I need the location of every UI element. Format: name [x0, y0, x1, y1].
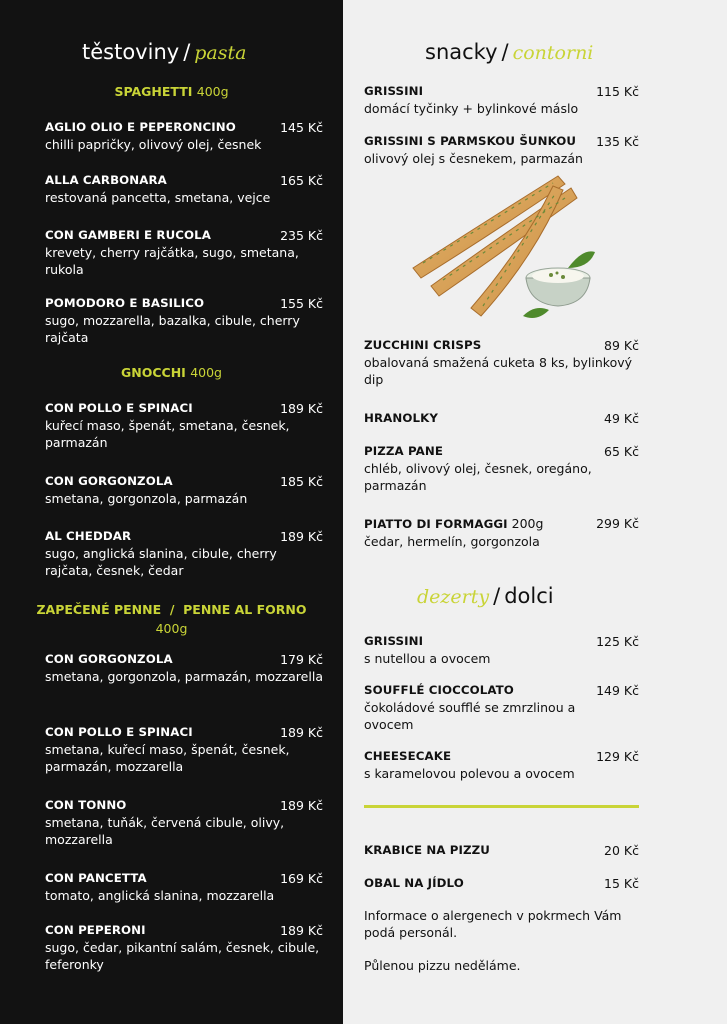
menu-item	[364, 748, 639, 782]
section-name: GNOCCHI	[121, 365, 186, 380]
item-price: 15 Kč	[604, 876, 639, 891]
item-name: AL CHEDDAR	[45, 529, 132, 543]
item-weight: 200g	[511, 516, 544, 531]
item-price: 179 Kč	[280, 652, 323, 667]
allergen-note: Informace o alergenech v pokrmech Vám podá personál.	[364, 908, 622, 940]
item-name: CON GORGONZOLA	[45, 652, 173, 666]
item-price: 129 Kč	[596, 749, 639, 764]
menu-item	[364, 337, 639, 388]
menu-item	[364, 83, 639, 117]
item-desc: obalovaná smažená cuketa 8 ks, bylinkový dip	[364, 355, 633, 387]
heading-slash: /	[493, 584, 501, 608]
item-name: CON GAMBERI E RUCOLA	[45, 228, 212, 242]
item-name: POMODORO E BASILICO	[45, 296, 205, 310]
item-name: GRISSINI S PARMSKOU ŠUNKOU	[364, 134, 577, 148]
dessert-heading	[417, 584, 554, 608]
item-name: CON POLLO E SPINACI	[45, 725, 193, 739]
menu-item	[364, 443, 639, 494]
menu-item	[364, 410, 639, 427]
item-desc: krevety, cherry rajčátka, sugo, smetana, rukola	[45, 245, 299, 277]
item-price: 189 Kč	[280, 529, 323, 544]
menu-item	[364, 842, 639, 859]
menu-item	[364, 682, 639, 733]
item-name: GRISSINI	[364, 634, 424, 648]
item-name: CHEESECAKE	[364, 749, 452, 763]
item-desc: olivový olej s česnekem, parmazán	[364, 151, 583, 166]
item-name: ZUCCHINI CRISPS	[364, 338, 482, 352]
item-price: 189 Kč	[280, 401, 323, 416]
item-desc: smetana, gorgonzola, parmazán, mozzarella	[45, 669, 323, 684]
item-price: 189 Kč	[280, 725, 323, 740]
item-name: HRANOLKY	[364, 411, 438, 425]
menu-item	[45, 473, 323, 507]
item-name: SOUFFLÉ CIOCCOLATO	[364, 683, 514, 697]
item-price: 65 Kč	[604, 444, 639, 459]
menu-item	[45, 528, 323, 579]
grissini-illustration	[403, 168, 603, 328]
item-price: 125 Kč	[596, 634, 639, 649]
item-price: 169 Kč	[280, 871, 323, 886]
menu-item	[364, 875, 639, 892]
item-name: CON GORGONZOLA	[45, 474, 173, 488]
item-name: CON PANCETTA	[45, 871, 147, 885]
dip-bowl-icon	[526, 268, 590, 306]
menu-item	[45, 724, 323, 775]
pasta-panel	[0, 0, 343, 1024]
item-desc: sugo, čedar, pikantní salám, česnek, cibule, feferonky	[45, 940, 320, 972]
pasta-heading	[82, 40, 246, 64]
item-price: 235 Kč	[280, 228, 323, 243]
item-desc: sugo, mozzarella, bazalka, cibule, cherry rajčata	[45, 313, 300, 345]
section-name: SPAGHETTI	[114, 84, 193, 99]
item-desc: s karamelovou polevou a ovocem	[364, 766, 575, 781]
item-name: KRABICE NA PIZZU	[364, 843, 490, 857]
item-price: 135 Kč	[596, 134, 639, 149]
item-price: 115 Kč	[596, 84, 639, 99]
item-price: 149 Kč	[596, 683, 639, 698]
menu-item	[45, 172, 323, 206]
item-price: 165 Kč	[280, 173, 323, 188]
item-desc: smetana, gorgonzola, parmazán	[45, 491, 248, 506]
snacks-heading-script: contorni	[512, 42, 594, 64]
item-desc: smetana, kuřecí maso, špenát, česnek, parmazán, mozzarella	[45, 742, 290, 774]
section-weight: 400g	[190, 365, 222, 380]
menu-item	[45, 295, 323, 346]
item-price: 299 Kč	[596, 516, 639, 531]
item-price: 89 Kč	[604, 338, 639, 353]
menu-item	[45, 870, 323, 904]
pasta-heading-main: těstoviny	[82, 40, 180, 64]
item-name: OBAL NA JÍDLO	[364, 876, 464, 890]
item-price: 185 Kč	[280, 474, 323, 489]
item-desc: restovaná pancetta, smetana, vejce	[45, 190, 271, 205]
item-desc: smetana, tuňák, červená cibule, olivy, mozzarella	[45, 815, 285, 847]
dessert-heading-main: dolci	[504, 584, 554, 608]
item-price: 49 Kč	[604, 411, 639, 426]
menu-item	[364, 515, 639, 550]
item-price: 189 Kč	[280, 923, 323, 938]
item-name: ALLA CARBONARA	[45, 173, 167, 187]
heading-slash: /	[183, 40, 191, 64]
menu-item	[364, 633, 639, 667]
heading-slash: /	[501, 40, 509, 64]
item-name: GRISSINI	[364, 84, 424, 98]
menu-item	[45, 400, 323, 451]
dessert-heading-script: dezerty	[417, 586, 490, 608]
snacks-heading	[425, 40, 593, 64]
section-weight: 400g	[196, 84, 229, 99]
item-desc: domácí tyčinky + bylinkové máslo	[364, 101, 579, 116]
section-spaghetti	[0, 82, 343, 101]
item-name: CON PEPERONI	[45, 923, 146, 937]
item-name: AGLIO OLIO E PEPERONCINO	[45, 120, 236, 134]
divider	[364, 805, 639, 808]
snacks-heading-main: snacky	[425, 40, 498, 64]
item-desc: tomato, anglická slanina, mozzarella	[45, 888, 275, 903]
item-desc: kuřecí maso, špenát, smetana, česnek, parmazán	[45, 418, 290, 450]
item-desc: čokoládové soufflé se zmrzlinou a ovocem	[364, 700, 576, 732]
item-price: 20 Kč	[604, 843, 639, 858]
item-name: PIZZA PANE	[364, 444, 444, 458]
menu-item	[45, 797, 323, 848]
section-penne	[0, 600, 343, 638]
snacks-panel	[343, 0, 727, 1024]
menu-item	[45, 119, 323, 153]
section-gnocchi	[0, 363, 343, 382]
item-price: 155 Kč	[280, 296, 323, 311]
item-name: CON TONNO	[45, 798, 127, 812]
section-weight: 400g	[155, 621, 188, 636]
menu-item	[45, 227, 323, 278]
item-desc: chilli papričky, olivový olej, česnek	[45, 137, 262, 152]
item-name: PIATTO DI FORMAGGI	[364, 517, 508, 531]
section-name: ZAPEČENÉ PENNE / PENNE AL FORNO	[36, 602, 307, 617]
item-price: 145 Kč	[280, 120, 323, 135]
item-desc: čedar, hermelín, gorgonzola	[364, 534, 540, 549]
menu-item	[45, 922, 323, 973]
item-desc: s nutellou a ovocem	[364, 651, 491, 666]
item-name: CON POLLO E SPINACI	[45, 401, 193, 415]
menu-item	[45, 651, 323, 685]
half-pizza-note: Půlenou pizzu neděláme.	[364, 958, 521, 973]
item-price: 189 Kč	[280, 798, 323, 813]
item-desc: sugo, anglická slanina, cibule, cherry rajčata, česnek, čedar	[45, 546, 277, 578]
menu-item	[364, 133, 639, 167]
pasta-heading-script: pasta	[194, 42, 247, 64]
item-desc: chléb, olivový olej, česnek, oregáno, parmazán	[364, 461, 592, 493]
